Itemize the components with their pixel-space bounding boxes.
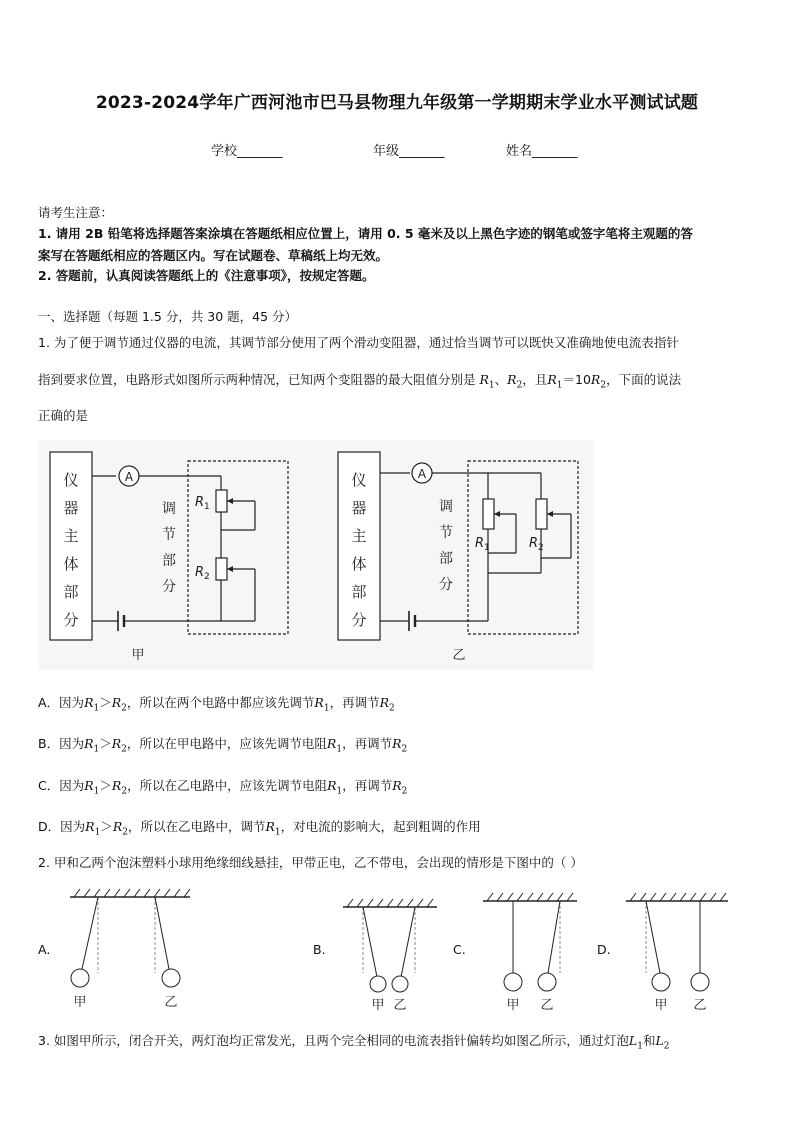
circuit-figure (38, 440, 594, 670)
q1-line2-c: ，下面的说法 (606, 372, 682, 387)
notice-item-1b: 案写在答题纸相应的答题区内。写在试题卷、草稿纸上均无效。 (38, 248, 389, 263)
math-r1: $R_1$ (479, 372, 495, 391)
svg-text:R1: $R_1$ (475, 536, 490, 553)
rheostat-r1-left (216, 490, 227, 512)
q1-option-c[interactable]: C．因为$R_1>R_2$，所以在乙电路中，应该先调节电阻$R_1$，再调节$R_2$ (38, 778, 408, 797)
svg-text:部: 部 (351, 583, 367, 601)
svg-text:节: 节 (439, 525, 453, 541)
math-r2: $R_2$ (507, 372, 523, 391)
svg-text:节: 节 (162, 527, 176, 543)
device-char-5: 部 (63, 583, 79, 601)
q1-option-b[interactable]: B．因为$R_1>R_2$，所以在甲电路中，应该先调节电阻$R_1$，再调节$R_2$ (38, 736, 408, 755)
q2-option-a[interactable]: A. (38, 942, 51, 957)
q2-text: 2. 甲和乙两个泡沫塑料小球用绝缘细线悬挂，甲带正电，乙不带电，会出现的情形是下图中的（ ） (38, 855, 583, 870)
svg-text:R2: $R_2$ (195, 565, 210, 582)
svg-text:甲: 甲 (73, 995, 87, 1010)
school-field[interactable]: 学校_______ (211, 144, 283, 159)
svg-text:主: 主 (351, 527, 367, 545)
q1-line1: 1. 为了便于调节通过仪器的电流，其调节部分使用了两个滑动变阻器，通过恰当调节可以既快又准确地使电流表指针 (38, 335, 679, 350)
q1-line2-b: ，且 (522, 372, 548, 387)
math-r2-eq: $R_2$ (590, 372, 607, 391)
math-l2: $L_2$ (655, 1033, 670, 1052)
svg-text:甲: 甲 (506, 998, 520, 1013)
svg-text:乙: 乙 (693, 998, 707, 1013)
svg-text:调: 调 (162, 501, 176, 517)
math-r1-eq: $R_1$ (547, 372, 563, 391)
q2-option-c[interactable]: C. (453, 942, 466, 957)
svg-text:R1: $R_1$ (195, 495, 210, 512)
q1-option-a[interactable]: A．因为$R_1>R_2$，所以在两个电路中都应该先调节$R_1$，再调节$R_2$ (38, 695, 395, 714)
q1-line3: 正确的是 (38, 408, 89, 423)
notice-item-2: 2. 答题前，认真阅读答题纸上的《注意事项》，按规定答题。 (38, 268, 375, 283)
q2-option-b[interactable]: B. (313, 942, 326, 957)
svg-text:甲: 甲 (371, 998, 385, 1013)
q2-figure-c (475, 885, 585, 1015)
svg-text:分: 分 (162, 579, 176, 595)
device-char-4: 体 (63, 555, 79, 573)
math-l1: $L_1$ (628, 1033, 643, 1052)
svg-text:分: 分 (351, 611, 367, 629)
device-char-3: 主 (63, 527, 79, 545)
svg-text:调: 调 (439, 499, 453, 515)
page-title: 2023-2024学年广西河池市巴马县物理九年级第一学期期末学业水平测试试题 (95, 93, 699, 113)
svg-text:部: 部 (162, 553, 176, 569)
q1-line2: 指到要求位置，电路形式如图所示两种情况，已知两个变阻器的最大阻值分别是 $R_1$、$R_2$，且$R_1=10R_2$，下面的说法 (38, 372, 682, 391)
svg-text:R2: $R_2$ (529, 536, 544, 553)
svg-text:仪: 仪 (351, 471, 367, 489)
name-field[interactable]: 姓名_______ (506, 144, 578, 159)
svg-text:甲: 甲 (654, 998, 668, 1013)
ammeter-label-right: A (417, 467, 427, 481)
q2-figure-a (60, 885, 200, 1015)
svg-text:器: 器 (351, 499, 367, 517)
q3-line1: 3. 如图甲所示，闭合开关，两灯泡均正常发光，且两个完全相同的电流表指针偏转均如图乙所示，通过灯泡$L_1$和$L_2$ (38, 1033, 670, 1052)
q1-line2-a: 指到要求位置，电路形式如图所示两种情况，已知两个变阻器的最大阻值分别是 (38, 372, 476, 387)
svg-text:部: 部 (439, 551, 453, 567)
q1-option-d[interactable]: D．因为$R_1>R_2$，所以在乙电路中，调节$R_1$，对电流的影响大，起到粗调的作用 (38, 819, 481, 838)
svg-text:乙: 乙 (164, 995, 178, 1010)
device-char-6: 分 (63, 611, 79, 629)
caption-yi: 乙 (452, 648, 466, 663)
caption-jia: 甲 (131, 648, 145, 663)
device-char-1: 仪 (63, 471, 79, 489)
svg-text:乙: 乙 (540, 998, 554, 1013)
ammeter-label-left: A (124, 470, 134, 484)
grade-field[interactable]: 年级_______ (373, 144, 445, 159)
rheostat-r1-right (483, 499, 494, 529)
rheostat-r2-left (216, 558, 227, 580)
notice-item-1a: 1. 请用 2B 铅笔将选择题答案涂填在答题纸相应位置上，请用 0. 5 毫米及以上黑色字迹的钢笔或签字笔将主观题的答 (38, 226, 693, 241)
section-heading: 一、选择题（每题 1.5 分，共 30 题，45 分） (38, 309, 298, 324)
svg-text:乙: 乙 (393, 998, 407, 1013)
notice-heading: 请考生注意： (38, 205, 114, 220)
rheostat-r2-right (536, 499, 547, 529)
device-char-2: 器 (63, 499, 79, 517)
svg-text:体: 体 (351, 555, 367, 573)
q2-option-d[interactable]: D. (597, 942, 611, 957)
q2-figure-d (620, 885, 735, 1015)
q2-figure-b (335, 885, 445, 1015)
svg-text:分: 分 (439, 577, 453, 593)
